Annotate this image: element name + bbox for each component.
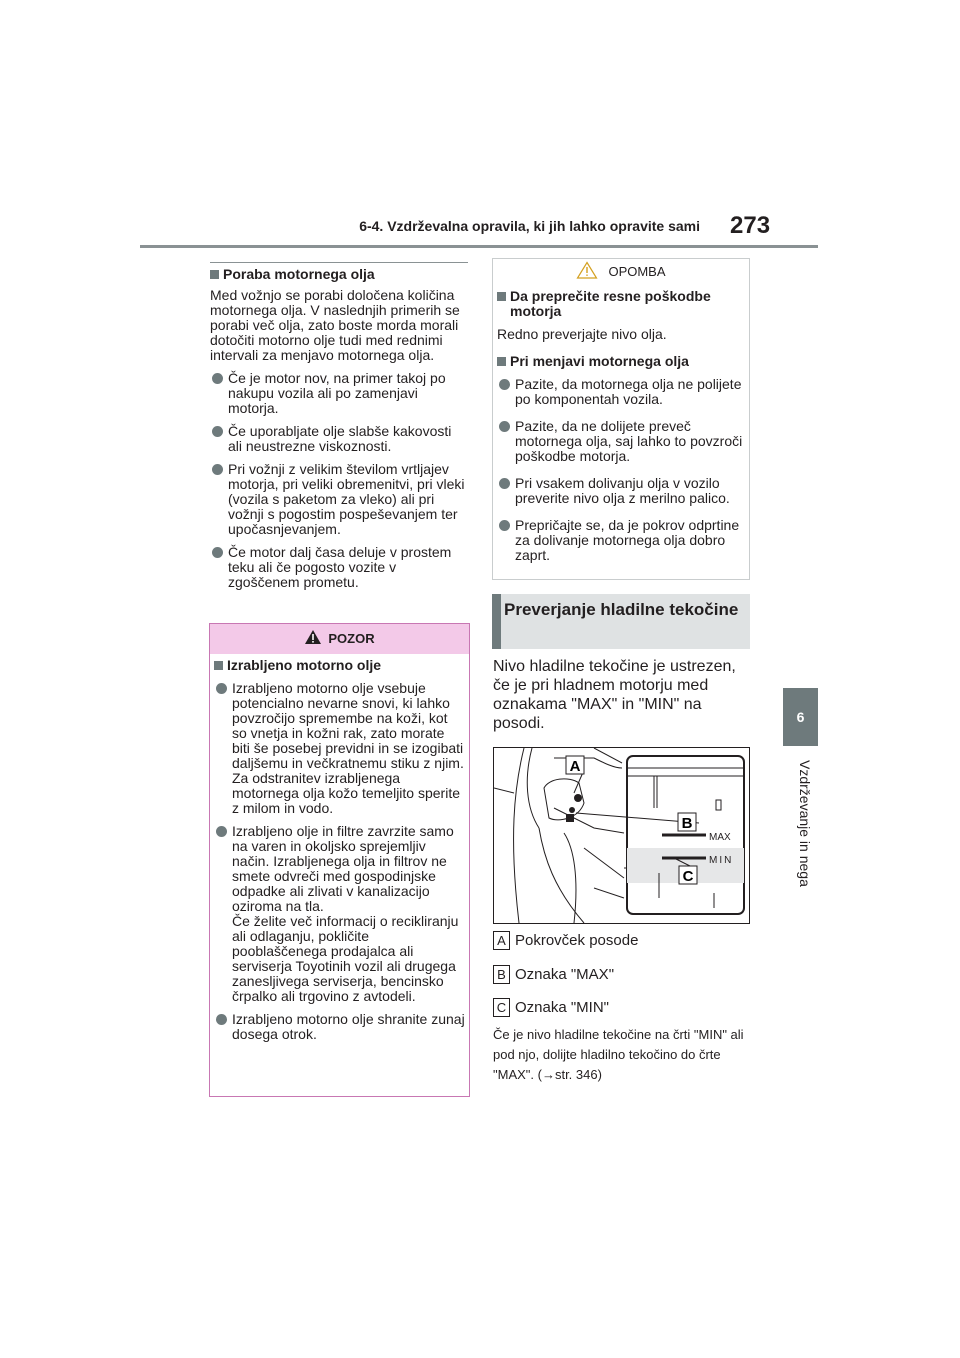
square-bullet-icon [210,270,219,279]
legend-key: C [493,998,510,1017]
list-item: Izrabljeno motorno olje shranite zunaj dosega otrok. [214,1012,465,1042]
notice-heading-1: Da preprečite resne poškodbe motorja [497,289,745,319]
legend-text: Oznaka "MIN" [515,999,610,1016]
caution-heading: Izrabljeno motorno olje [214,658,465,673]
chapter-title-vertical [781,760,821,900]
page-number: 273 [730,212,771,239]
square-bullet-icon [497,292,506,301]
bullet-icon [499,379,510,390]
list-item: Če uporabljate olje slabše kakovosti ali neustrezne viskoznosti. [210,424,465,454]
legend-text: Pokrovček posode [515,932,639,949]
callout-c: C [682,868,694,885]
square-bullet-icon [497,357,506,366]
section-title: 6-4. Vzdrževalna opravila, ki jih lahko opravite sami [359,218,700,234]
coolant-note: Če je nivo hladilne tekočine na črti "MIN" ali pod njo, dolijte hladilno tekočino do črte "MAX". (→str. 346) [493,1027,744,1082]
notice-title: OPOMBA [608,264,666,279]
notice-header [493,259,749,285]
list-item: Če motor dalj časa deluje v prostem teku ali če pogosto vozite v zgoščenem prometu. [210,545,465,590]
notice-box [492,258,750,580]
intro-text: Med vožnjo se porabi določena količina motornega olja. V naslednjih primerih se porabi več olja, zato boste morda morali dotočiti motorno olje tudi med rednimi intervali za menjavo motornega olja. [210,287,460,363]
min-mark-label: MIN [709,855,734,866]
bullet-icon [499,520,510,531]
list-item: Pazite, da motornega olja ne polijete po komponentah vozila. [497,377,745,407]
list-item: Če je motor nov, na primer takoj po nakupu vozila ali po zamenjavi motorja. [210,371,465,416]
chapter-tab: 6 [783,688,818,746]
section-rule [210,262,468,263]
bullet-icon [216,1014,227,1025]
header-divider [140,245,818,248]
notice-body [493,285,749,563]
bullet-icon [216,826,227,837]
banner-title: Preverjanje hladilne tekočine [504,600,739,619]
legend-key: B [493,965,510,984]
coolant-intro: Nivo hladilne tekočine je ustrezen, če je pri hladnem motorju med oznakama "MAX" in "MIN" na posodi. [493,658,736,732]
callout-b: B [681,815,693,832]
chapter-title: Vzdrževanje in nega [797,760,813,887]
section-banner [492,594,750,649]
bullet-icon [212,464,223,475]
bullet-icon [212,426,223,437]
legend-item-a [493,931,638,950]
list-item: Pri vsakem dolivanju olja v vozilo preverite nivo olja z merilno palico. [497,476,745,506]
section-heading [210,267,465,282]
legend-key: A [493,931,510,950]
list-item: Izrabljeno motorno olje vsebuje potencialno nevarne snovi, ki lahko povzročijo spremembe na koži, kot so vnetja in kožni rak, zato morate biti še posebej previdni in se izogibati daljšemu in večkratnemu stiku z njim. Za odstranitev izrabljenega motornega olja kožo temeljito sperite z milom in vodo. [214,681,465,816]
caution-header [210,624,469,654]
square-bullet-icon [214,661,223,670]
legend-item-b [493,965,614,984]
caution-box [209,623,470,1097]
banner-accent-bar [492,594,501,649]
bullet-icon [212,373,223,384]
list-item: Prepričajte se, da je pokrov odprtine za dolivanje motornega olja dobro zaprt. [497,518,745,563]
callout-a: A [569,758,581,775]
bullet-icon [212,547,223,558]
heading-text: Poraba motornega olja [223,266,375,282]
bullet-icon [499,421,510,432]
caution-body [210,654,469,1042]
caution-title: POZOR [328,631,375,646]
list-item: Izrabljeno olje in filtre zavrzite samo na varen in okoljsko sprejemljiv način. Izrabljenega olja in filtrov ne smete odvreči med gospodinjske odpadke ali zlivati v kanalizacijo oziroma na tla. Če želite več informacij o recikliranju ali odlaganju, pokličite pooblaščenega prodajalca ali serviserja Toyotinih vozil ali drugega zanesljivega serviserja, bencinsko črpalko ali trgovino z avtodeli. [214,824,465,1004]
list-item: Pazite, da ne dolijete preveč motornega olja, saj lahko to povzroči poškodbe motorja. [497,419,745,464]
bullet-icon [499,478,510,489]
oil-consumption-section [210,267,465,590]
reservoir-drawing [494,748,749,923]
notice-text: Redno preverjajte nivo olja. [497,326,667,342]
bullet-icon [216,683,227,694]
coolant-reservoir-illustration [493,747,750,924]
legend-text: Oznaka "MAX" [515,966,615,983]
warning-triangle-icon [304,629,322,645]
notice-heading-2: Pri menjavi motornega olja [497,354,745,369]
max-mark-label: MAX [709,832,731,843]
notice-triangle-icon [576,261,598,279]
list-item: Pri vožnji z velikim številom vrtljajev motorja, pri veliki obremenitvi, pri vleki (vozila s paketom za vleko) ali pri vožnji s pogostim pospeševanjem ter upočasnjevanjem. [210,462,465,537]
legend-item-c [493,998,609,1017]
